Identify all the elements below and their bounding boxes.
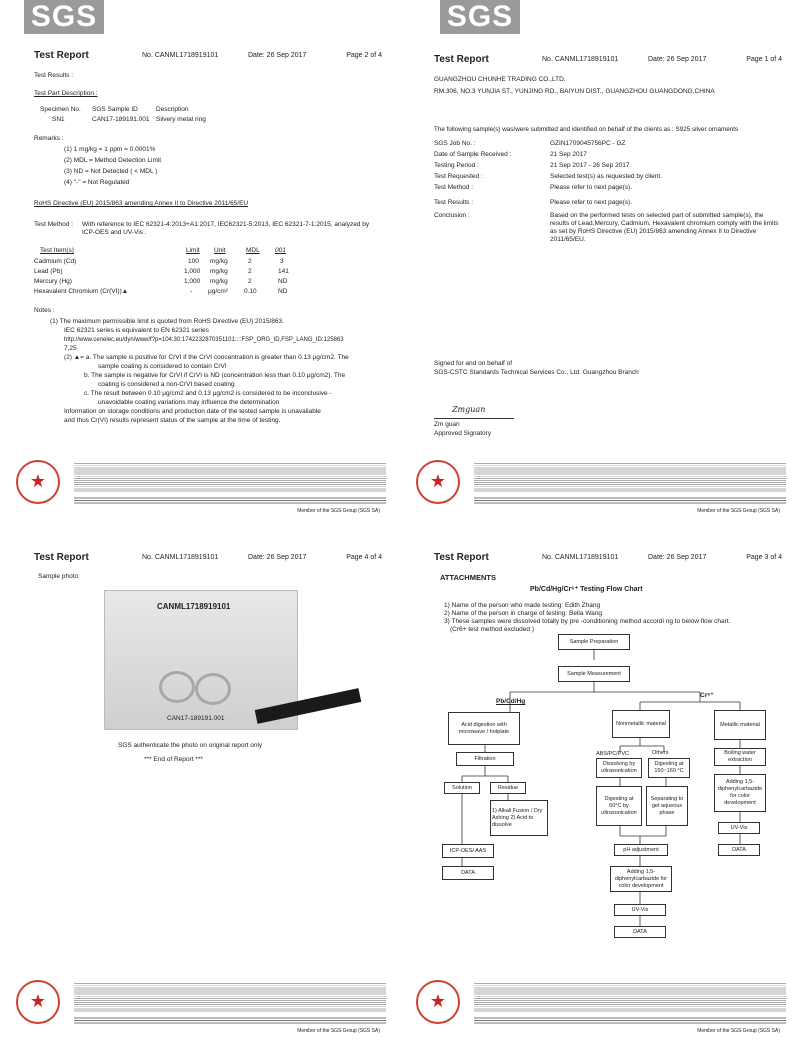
info-line: (Cr6+ test method excluded ) (450, 626, 534, 633)
flow-pbcdhg-label: Pb/Cd/Hg (496, 698, 526, 705)
cell-unit: mg/kg (210, 258, 228, 265)
remark-item: (2) MDL = Method Detection Limit (64, 157, 162, 164)
note-line: sample coating is considered to contain CrVI (98, 363, 227, 370)
conclusion-label: Conclusion : (434, 212, 470, 219)
address-fine-print (474, 496, 786, 504)
address-fine-print (474, 1016, 786, 1024)
flow-uv-vis: UV-Vis (614, 904, 666, 916)
cell-item: Cadmium (Cd) (34, 258, 77, 265)
legal-fine-print (74, 462, 386, 492)
flow-metallic: Metallic material (714, 710, 766, 740)
cell-unit: μg/cm² (208, 288, 228, 295)
member-line: Member of the SGS Group (SGS SA) (297, 1028, 380, 1034)
page-footer (10, 980, 390, 1036)
company-seal-icon: ★ (416, 980, 460, 1024)
flow-alkali-fusion: 1) Alkali Fusion / Dry Ashing 2) Acid to dissolve (490, 800, 548, 836)
report-page-1 (400, 0, 800, 520)
page-number: Page 4 of 4 (346, 554, 382, 561)
flow-others: Others (652, 750, 669, 756)
field-label: Test Method : (434, 184, 474, 191)
field-label: Testing Period : (434, 162, 479, 169)
page-number: Page 1 of 4 (746, 56, 782, 63)
cell-limit: 1,000 (184, 268, 201, 275)
flow-data: DATA (442, 866, 494, 880)
cell-result: ND (278, 288, 288, 295)
ruler (255, 688, 362, 724)
col-description: Description (156, 106, 189, 113)
submitted-statement: The following sample(s) was/were submitted and identified on behalf of the clients as : S925 silver ornaments (434, 126, 739, 133)
cell-result: ND (278, 278, 288, 285)
attachments-title: ATTACHMENTS (440, 573, 496, 582)
note-line: (2) ▲= a. The sample is positive for CrVI if the CrVI concentration is greater than 0.13 μg/cm2. The (64, 354, 349, 361)
note-line: IEC 62321 series is equivalent to EN 62321 series (64, 327, 209, 334)
cell-unit: mg/kg (210, 268, 228, 275)
report-date: Date: 26 Sep 2017 (248, 554, 307, 561)
note-line: and thus Cr(VI) results represent status of the sample at the time of testing. (64, 417, 281, 424)
flow-uv-vis-2: UV-Vis (718, 822, 760, 834)
flow-digesting-150: Digesting at 150~160 °C (648, 758, 690, 778)
col-specimen: Specimen No. (40, 106, 81, 113)
info-line: 1) Name of the person who made testing: Edith Zhang (444, 602, 601, 609)
cell-unit: mg/kg (210, 278, 228, 285)
field-value: 21 Sep 2017 (550, 151, 587, 158)
method-label: Test Method : (34, 221, 74, 228)
field-value: Please refer to next page(s). (550, 199, 633, 206)
signature-line (434, 418, 514, 419)
page-header (434, 54, 782, 68)
report-date: Date: 26 Sep 2017 (648, 56, 707, 63)
note-line: (1) The maximum permissible limit is quoted from RoHS Directive (EU) 2015/863. (50, 318, 284, 325)
report-date: Date: 26 Sep 2017 (648, 554, 707, 561)
field-label: Date of Sample Received : (434, 151, 512, 158)
flow-residue: Residue (490, 782, 526, 794)
company-seal-icon: ★ (16, 980, 60, 1024)
flow-adding-dpc-2: Adding 1,5-diphenylcarbazide for color development (714, 774, 766, 812)
col-sample-id: SGS Sample ID (92, 106, 138, 113)
member-line: Member of the SGS Group (SGS SA) (297, 508, 380, 514)
photo-sample-id: CAN17-189191.001 (167, 715, 225, 722)
th-unit: Unit (214, 247, 226, 254)
signed-on-behalf: Signed for and on behalf of (434, 360, 513, 367)
flow-icp-oes: ICP-OES/ AAS (442, 844, 494, 858)
cell-limit: 1,000 (184, 278, 201, 285)
flow-dissolving: Dissolving by ultrasonication (596, 758, 642, 778)
sample-photo (104, 590, 298, 730)
ring-icon (195, 673, 231, 705)
report-title: Test Report (434, 552, 489, 563)
company-seal-icon: ★ (16, 460, 60, 504)
member-line: Member of the SGS Group (SGS SA) (697, 508, 780, 514)
client-address: RM.306, NO.3 YUNJIA ST., YUNJING RD., BAIYUN DIST., GUANGZHOU GUANGDONG,CHINA (434, 88, 715, 95)
note-line: unavoidable coating variations may influence the determination (98, 399, 280, 406)
cell-mdl: 2 (248, 278, 252, 285)
company-seal-icon: ★ (416, 460, 460, 504)
info-line: 2) Name of the person in charge of testing: Bella Wang (444, 610, 603, 617)
field-value: 21 Sep 2017 - 26 Sep 2017 (550, 162, 630, 169)
flow-data: DATA (614, 926, 666, 938)
sample-id: CAN17-189191.001 (92, 116, 150, 123)
report-page-2 (0, 0, 400, 520)
specimen-no: SN1 (52, 116, 65, 123)
photo-report-no: CANML1718919101 (157, 602, 231, 611)
field-label: Test Results : (434, 199, 474, 206)
flow-solution: Solution (444, 782, 480, 794)
sgs-logo: SGS (24, 0, 104, 34)
end-of-report: *** End of Report *** (144, 756, 203, 763)
signing-company: SGS-CSTC Standards Technical Services Co., Ltd. Guangzhou Branch (434, 369, 639, 376)
sample-description: Silvery metal ring (156, 116, 206, 123)
note-line: coating is considered a non-CrVI based coating (98, 381, 235, 388)
flow-chart-title: Pb/Cd/Hg/Cr⁶⁺ Testing Flow Chart (530, 586, 643, 593)
page-footer (10, 460, 390, 516)
method-text: With reference to IEC 62321-4:2013+A1:2017, IEC62321-5:2013, IEC 62321-7-1:2015, analyzed by ICP-OES and UV-Vis . (82, 221, 370, 236)
th-test-item: Test Item(s) (40, 247, 74, 254)
signer-title: Approved Signatory (434, 430, 492, 437)
info-line: 3) These samples were dissolved totally by pre -conditioning method accordi ng to below flow chart. (444, 618, 731, 625)
report-number: No. CANML1718919101 (142, 52, 219, 59)
flow-acid-digestion: Acid digestion with microwave / hotplate (448, 712, 520, 745)
remark-item: (4) "-" = Not Regulated (64, 179, 130, 186)
th-limit: Limit (186, 247, 200, 254)
test-part-description: Test Part Description : (34, 90, 98, 97)
flow-adding-dpc: Adding 1,5-diphenylcarbazide for color development (610, 866, 672, 892)
report-number: No. CANML1718919101 (142, 554, 219, 561)
legal-fine-print (474, 982, 786, 1012)
report-number: No. CANML1718919101 (542, 56, 619, 63)
flow-cr6-label: Cr⁶⁺ (700, 692, 714, 699)
cell-item: Mercury (Hg) (34, 278, 72, 285)
flow-abs-pc-pvc: ABS/PC/PVC (596, 751, 630, 757)
page-footer (410, 460, 790, 516)
remark-item: (1) 1 mg/kg = 1 ppm = 0.0001% (64, 146, 156, 153)
field-value: Please refer to next page(s). (550, 184, 633, 191)
flow-sample-preparation: Sample Preparation (558, 634, 630, 650)
field-label: Test Requested : (434, 173, 483, 180)
flow-boiling-water: Boiling water extraction (714, 748, 766, 766)
cell-mdl: 2 (248, 258, 252, 265)
page-number: Page 3 of 4 (746, 554, 782, 561)
field-label: SGS Job No. : (434, 140, 476, 147)
flow-separating: Separating to get aqueous phase (646, 786, 688, 826)
ring-icon (159, 671, 195, 703)
cell-item: Lead (Pb) (34, 268, 63, 275)
flow-filtration: Filtration (456, 752, 514, 766)
note-line: b. The sample is negative for CrVI if CrVI is ND (concentration less than 0.10 μg/cm2). The (84, 372, 346, 379)
report-number: No. CANML1718919101 (542, 554, 619, 561)
sgs-logo: SGS (440, 0, 520, 34)
signer-name: Zm guan (434, 421, 460, 428)
client-company: GUANGZHOU CHUNHE TRADING CO.,LTD. (434, 76, 566, 83)
cell-item: Hexavalent Chromium (Cr(VI))▲ (34, 288, 129, 295)
note-line: Information on storage conditions and production date of the tested sample is unavailable (64, 408, 321, 415)
cell-mdl: 2 (248, 268, 252, 275)
page-number: Page 2 of 4 (346, 52, 382, 59)
report-title: Test Report (34, 552, 89, 563)
cell-limit: 100 (188, 258, 199, 265)
report-page-3 (400, 520, 800, 1040)
address-fine-print (74, 496, 386, 504)
note-line: 7,25 (64, 345, 77, 352)
th-mdl: MDL (246, 247, 260, 254)
sample-photo-label: Sample photo: (38, 573, 80, 580)
flow-ph-adjustment: pH adjustment (614, 844, 668, 856)
page-header (34, 50, 382, 64)
test-results-label: Test Results : (34, 72, 74, 79)
cell-limit: - (190, 288, 193, 295)
signature: Zmguan (452, 405, 486, 414)
note-link[interactable]: http://www.cenelec.eu/dyn/www/f?p=104:30:1742232870351101::::FSP_ORG_ID,FSP_LANG_ID:125863 (64, 337, 344, 343)
member-line: Member of the SGS Group (SGS SA) (697, 1028, 780, 1034)
cell-mdl: 0.10 (244, 288, 257, 295)
authenticate-note: SGS authenticate the photo on original report only (118, 742, 263, 749)
th-sample-001: 001 (275, 247, 286, 254)
remarks-title: Remarks : (34, 135, 64, 142)
note-line: c. The result between 0.10 μg/cm2 and 0.13 μg/cm2 is considered to be inconclusive - (84, 390, 332, 397)
cell-result: 141 (278, 268, 289, 275)
flow-digesting-60: Digesting at 60°C by ultrasonication (596, 786, 642, 826)
flow-data-3: DATA (718, 844, 760, 856)
flow-nonmetallic: Nonmetallic material (612, 710, 670, 738)
cell-result: 3 (280, 258, 284, 265)
field-value: GZIN1709045756PC - GZ (550, 140, 626, 147)
flow-sample-measurement: Sample Measurement (558, 666, 630, 682)
notes-title: Notes : (34, 307, 55, 314)
report-page-4 (0, 520, 400, 1040)
conclusion-text: Based on the performed tests on selected part of submitted sample(s), the results of Lead,Mercury, Cadmium, Hexavalent chromium comply with the limits as set by RoHS Directive (EU) 2015/863 amending Annex II to Directive 2011/65/EU. (550, 212, 779, 243)
report-title: Test Report (34, 50, 89, 61)
legal-fine-print (74, 982, 386, 1012)
report-title: Test Report (434, 54, 489, 65)
directive-title: RoHS Directive (EU) 2015/863 amending Annex II to Directive 2011/65/EU (34, 200, 249, 207)
address-fine-print (74, 1016, 386, 1024)
page-footer (410, 980, 790, 1036)
report-date: Date: 26 Sep 2017 (248, 52, 307, 59)
page-header (34, 552, 382, 566)
legal-fine-print (474, 462, 786, 492)
remark-item: (3) ND = Not Detected ( < MDL ) (64, 168, 158, 175)
field-value: Selected test(s) as requested by client. (550, 173, 663, 180)
